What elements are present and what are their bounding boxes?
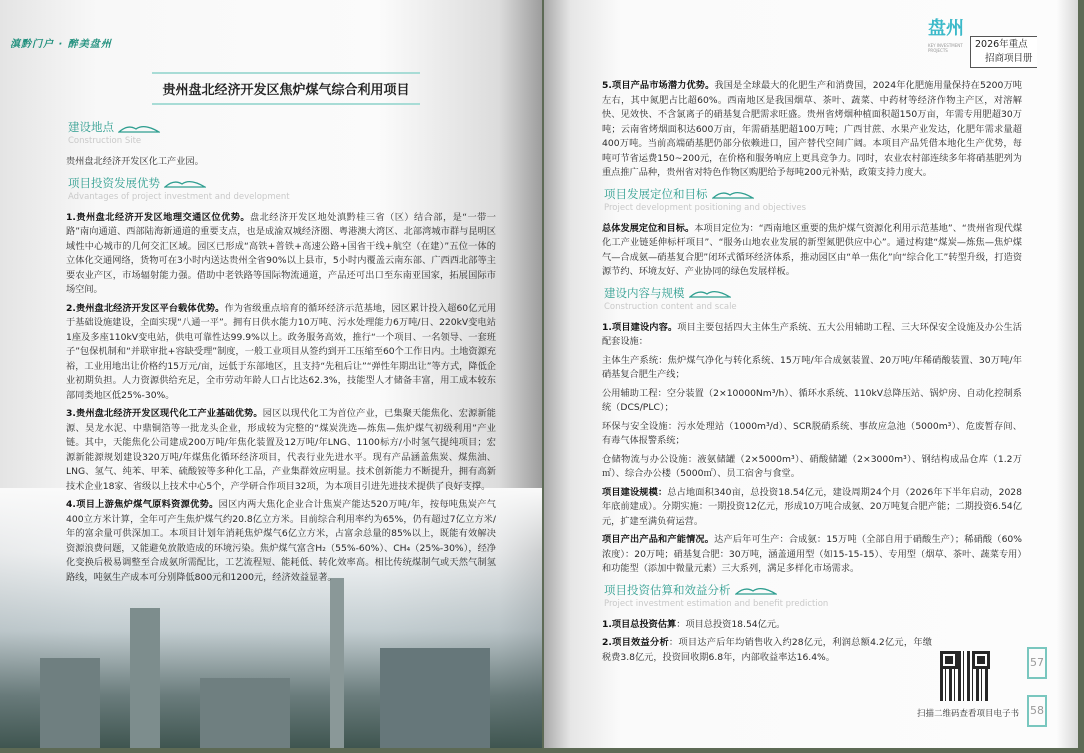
page-title: 贵州盘北经济开发区焦炉煤气综合利用项目	[162, 83, 410, 98]
section-heading: 项目发展定位和目标	[604, 186, 708, 201]
qr-code[interactable]	[940, 651, 990, 701]
section-positioning	[604, 187, 1022, 214]
left-page	[0, 0, 542, 748]
section-heading-en: Construction content and scale	[604, 301, 737, 312]
section-heading-en: Project development positioning and objectives	[604, 202, 807, 213]
paragraph: 项目产出产品和产能情况。达产后年可生产：合成氨：15万吨（全部自用于硝酸生产）；稀硝酸（60%浓度）：20万吨；硝基复合肥：30万吨，涵盖通用型（如15-15-15）、专用型（烟草、茶叶、蔬菜专用）和功能型（添加中微量元素）三大系列，满足多样化市场需求。	[602, 534, 1023, 574]
catalog-logo: 盘州 2026年重点 招商项目册 KEY INVESTMENT PROJECTS	[928, 18, 1048, 70]
mountain-icon	[164, 178, 206, 188]
positioning-text: 总体发展定位和目标。本项目定位为：“西南地区重要的焦炉煤气资源化利用示范基地”、“贵州省现代煤化工产业链延伸标杆项目”、“服务山地农业发展的新型氮肥供应中心”。通过构建“煤炭—炼焦—焦炉煤气—合成氨—硝基复合肥”闭环式循环经济体系，推动园区由“单一焦化”向“综合化工”转型升级，打造资源节约、环境友好、产业协同的绿色发展样板。	[602, 222, 1023, 277]
section-heading-en: Construction Site	[68, 136, 142, 146]
advantages-text	[66, 211, 496, 586]
paragraph: 主体生产系统：焦炉煤气净化与转化系统、15万吨/年合成氨装置、20万吨/年稀硝酸装置、30万吨/年硝基复合肥生产线；	[602, 354, 1022, 380]
section-heading: 项目投资发展优势	[68, 175, 160, 190]
paragraph: 1.贵州盘北经济开发区地理交通区位优势。盘北经济开发区地处滇黔桂三省（区）结合部，是“一带一路”南向通道、西部陆海新通道的重要支点，也是成渝双城经济圈、粤港澳大湾区、北部湾城市群与昆明区域性中心城市的几何交汇区域。园区已形成“高铁+普铁+高速公路+国省干线+航空（在建）”五位一体的立体化交通网络，货物可在3小时内送达贵州全省90%以上县市，5小时内覆盖云南东部、广西西北部等主要农业产区，市场辐射能力强。借助中老铁路等国际物流通道，产品还可出口至东南亚国家，拓展国际市场空间。	[66, 211, 496, 295]
section-heading: 建设内容与规模	[604, 285, 685, 300]
qr-caption: 扫描二维码查看项目电子书	[917, 709, 1020, 719]
mountain-icon	[118, 123, 160, 133]
section-heading-en: Project investment estimation and benefit prediction	[604, 598, 829, 609]
section-investment	[604, 583, 1022, 610]
right-content	[602, 79, 1022, 669]
site-text: 贵州盘北经济开发区化工产业园。	[66, 156, 204, 167]
paragraph: 2.项目效益分析：项目达产后年均销售收入约28亿元，利润总额4.2亿元，年缴税费3.8亿元，投资回收期6.8年，内部收益率达16.4%。	[602, 637, 932, 663]
section-construction	[604, 286, 1022, 313]
paragraph: 3.贵州盘北经济开发区现代化工产业基础优势。园区以现代化工为首位产业，已集聚天能焦化、宏源新能源、昊龙水泥、中鼎铜箔等一批龙头企业，形成较为完整的“煤炭洗选—炼焦—焦炉煤气初级利用”产业链。其中，天能焦化公司建成200万吨/年焦化装置及12万吨/年LNG、1100标方/小时氢气提纯项目；宏源新能源规划建设320万吨/年煤焦化循环经济项目，代表行业先进水平。现有产品涵盖焦炭、煤焦油、LNG、氢气、纯苯、甲苯、硫酸铵等多种化工品，产业集群效应明显。技术创新能力不断提升，拥有高新技术企业18家、省级以上技术中心5个，产学研合作项目32项，为本项目引进先进技术提供了良好支撑。	[66, 408, 496, 492]
paragraph: 环保与安全设施：污水处理站（1000m³/d）、SCR脱硝系统、事故应急池（5000m³）、危废暂存间、有毒气体报警系统；	[602, 420, 1022, 446]
mountain-icon	[712, 189, 754, 199]
project-title	[152, 70, 420, 107]
paragraph: 1.项目总投资估算：项目总投资18.54亿元。	[602, 618, 786, 630]
section-advantages	[68, 176, 496, 203]
paragraph: 4.项目上游焦炉煤气原料资源优势。园区内两大焦化企业合计焦炭产能达520万吨/年，按每吨焦炭产气400立方米计算，全年可产生焦炉煤气约20.8亿立方米。目前综合利用率约为65%，仍有超过7亿立方米/年的富余量可供深加工。本项目计划年消耗焦炉煤气6亿立方米，占富余总量的85%以上，既能有效解决资源浪费问题，又能避免放散造成的环境污染。焦炉煤气富含H₂（55%-60%）、CH₄（25%-30%），经净化变换后极易调整至合成氨所需配比，工艺流程短、能耗低、转化效率高。相比传统煤制气或天然气制氢路线，吨氨生产成本可分别降低800元和1200元，经济效益显著。	[66, 499, 496, 583]
paragraph: 公用辅助工程：空分装置（2×10000Nm³/h）、循环水系统、110kV总降压站、锅炉房、自动化控制系统（DCS/PLC）；	[602, 387, 1022, 413]
section-heading: 项目投资估算和效益分析	[604, 582, 731, 597]
left-content	[66, 114, 496, 589]
mountain-icon	[689, 288, 731, 298]
paragraph: 项目建设规模：总占地面积340亩，总投资18.54亿元，建设周期24个月（2026年下半年启动，2028年底前建成）。分期实施：一期投资12亿元，形成10万吨合成氨、20万吨复合肥产能；二期投资6.54亿元，扩建至满负荷运营。	[602, 486, 1022, 527]
paragraph: 2.贵州盘北经济开发区平台载体优势。作为省级重点培育的循环经济示范基地，园区累计投入超60亿元用于基础设施建设，全面实现“八通一平”。拥有日供水能力10万吨、污水处理能力6万吨/日、220kV变电站1座及多座110kV变电站，供电可靠性达99.9%以上。政务服务高效，推行“一个项目、一名领导、一套班子”包保机制和“并联审批+容缺受理”制度，一般工业项目从签约到开工压缩至60个工作日内。土地资源充裕，工业用地出让价格约15万元/亩，远低于东部地区，且支持“先租后让”“弹性年期出让”等方式，降低企业初期负担。人力资源供给充足，全市劳动年龄人口占比达62.3%，技能型人才储备丰富，用工成本较东部同类地区低25%-30%。	[66, 302, 496, 401]
section-site	[68, 120, 496, 147]
section-heading: 建设地点	[68, 120, 114, 134]
investment-text	[602, 618, 932, 666]
construction-text	[602, 321, 1022, 577]
logo-tag: 2026年重点 招商项目册	[970, 36, 1037, 68]
page-number-58: 58	[1027, 695, 1047, 727]
paragraph: 1.项目建设内容。项目主要包括四大主体生产系统、五大公用辅助工程、三大环保安全设施及办公生活配套设施：	[602, 321, 1022, 347]
mountain-icon	[735, 585, 777, 595]
logo-mark: 盘州	[928, 18, 964, 39]
section-heading-en: Advantages of project investment and development	[68, 191, 290, 202]
tagline: 滇黔门户 · 醉美盘州	[10, 39, 112, 50]
page-number-57: 57	[1027, 647, 1047, 679]
market-potential-text: 5.项目产品市场潜力优势。我国是全球最大的化肥生产和消费国，2024年化肥施用量保持在5200万吨左右，其中氮肥占比超60%。西南地区是我国烟草、茶叶、蔬菜、中药材等经济作物主产区，对溶解快、见效快、不含氯离子的硝基复合肥需求旺盛。贵州省烤烟种植面积超150万亩，年需专用肥超30万吨；云南省烤烟面积达600万亩，年需硝基肥超100万吨；广西甘蔗、水果产业发达，化肥年需求量超400万吨。当前高端硝基肥仍部分依赖进口，国产替代空间广阔。本项目产品凭借本地化生产优势，每吨可节省运费150~200元，在价格和服务响应上更具竞争力。同时，农业农村部连续多年将硝基肥列为重点推广品种，贵州省对特色作物区购肥给予每吨200元补贴，政策支持力度大。	[602, 80, 1022, 178]
paragraph: 仓储物流与办公设施：液氨储罐（2×5000m³）、硝酸储罐（2×3000m³）、钢结构成品仓库（1.2万㎡）、综合办公楼（5000㎡）、员工宿舍与食堂。	[602, 453, 1022, 479]
